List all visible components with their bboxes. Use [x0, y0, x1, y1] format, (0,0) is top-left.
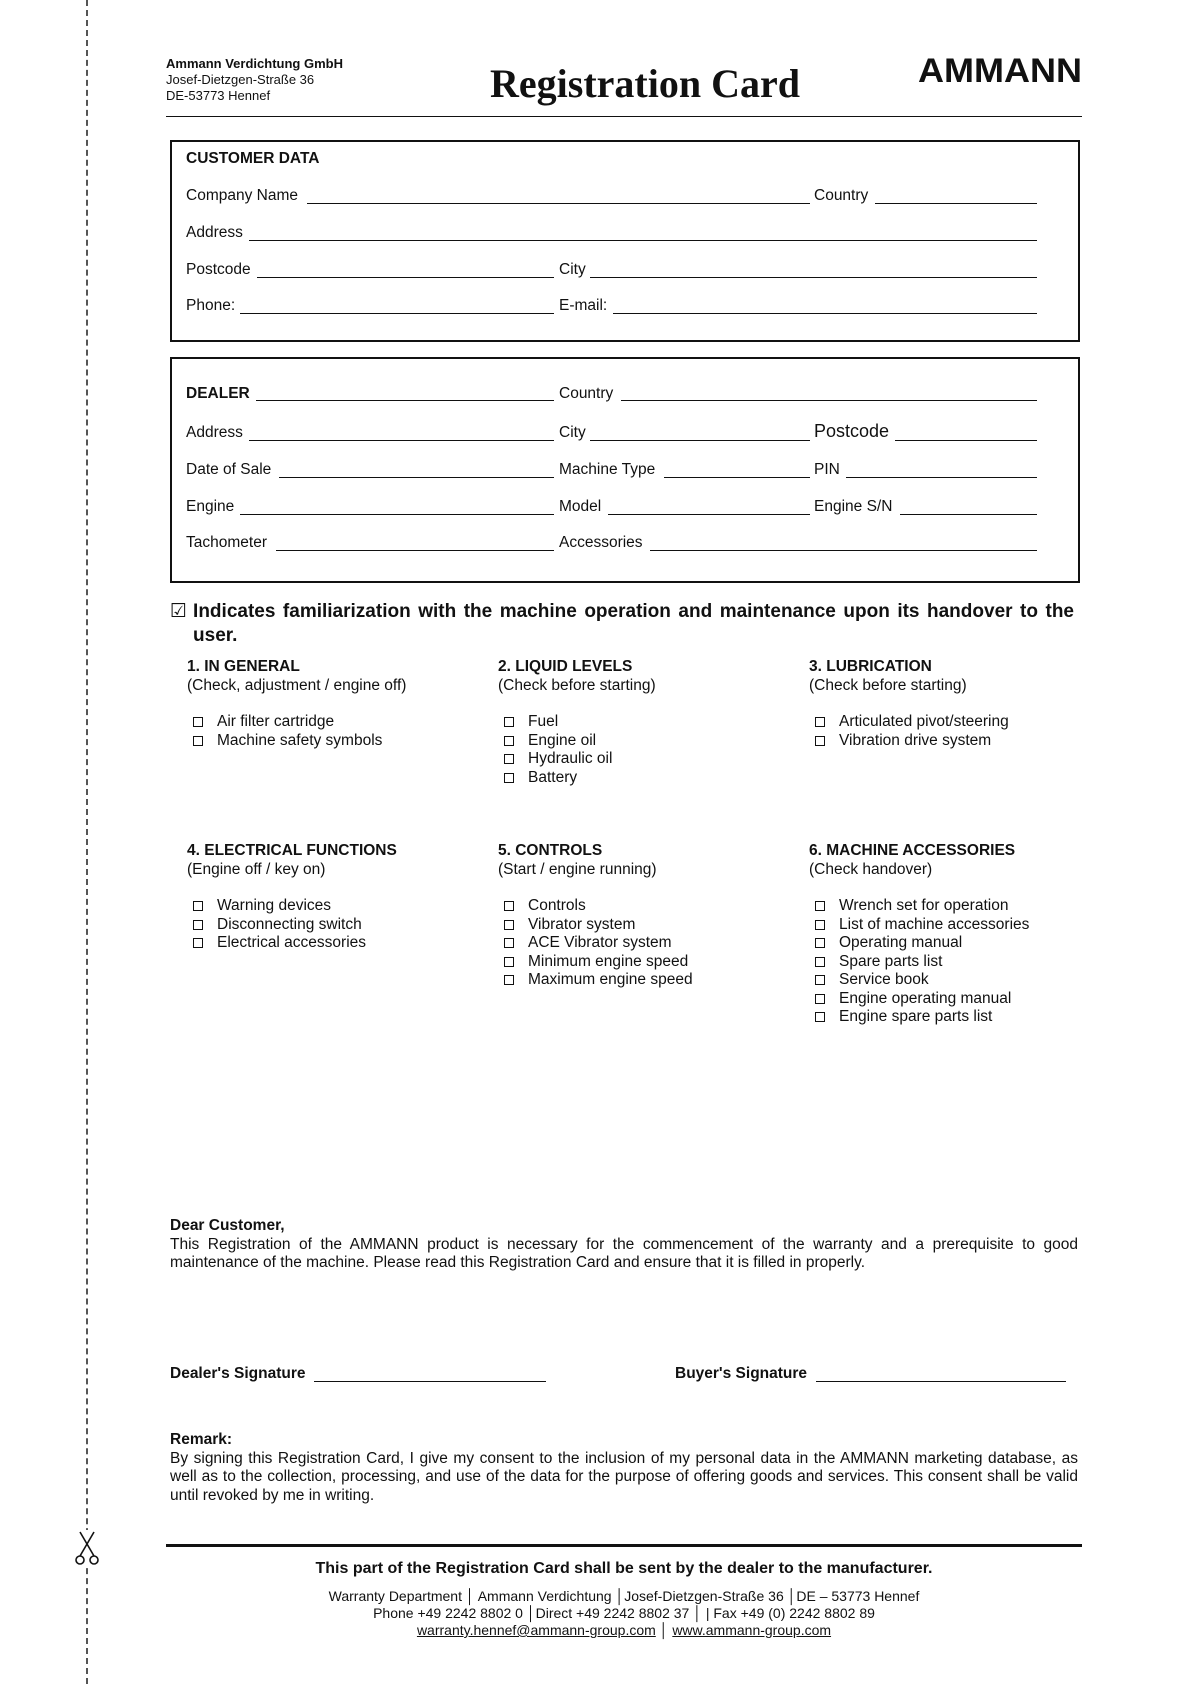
- dear-customer-greeting: Dear Customer,: [170, 1217, 285, 1234]
- page-title: Registration Card: [490, 61, 800, 106]
- customer-postcode-label: Postcode: [186, 261, 251, 278]
- company-street: Josef-Dietzgen-Straße 36: [166, 72, 315, 87]
- checkbox-icon[interactable]: [815, 717, 825, 727]
- section-subtitle: (Start / engine running): [498, 860, 657, 878]
- list-item[interactable]: Operating manual: [809, 934, 1099, 953]
- list-item[interactable]: Warning devices: [187, 897, 487, 916]
- customer-country-field[interactable]: [875, 203, 1037, 204]
- section-title: 6. MACHINE ACCESSORIES: [809, 842, 1016, 859]
- footer-links-line: [166, 1622, 1082, 1639]
- list-item[interactable]: Disconnecting switch: [187, 916, 487, 935]
- list-item[interactable]: Spare parts list: [809, 953, 1099, 972]
- checkbox-icon[interactable]: [193, 920, 203, 930]
- machine-type-field[interactable]: [664, 477, 810, 478]
- list-item[interactable]: Wrench set for operation: [809, 897, 1099, 916]
- buyer-signature-label: Buyer's Signature: [675, 1365, 808, 1382]
- list-item[interactable]: Battery: [498, 769, 798, 788]
- footer-phone-line: Phone +49 2242 8802 0 │Direct +49 2242 8802 37 │ | Fax +49 (0) 2242 8802 89: [373, 1605, 875, 1621]
- list-item[interactable]: Air filter cartridge: [187, 713, 487, 732]
- checkbox-icon[interactable]: [504, 957, 514, 967]
- list-item[interactable]: Controls: [498, 897, 798, 916]
- checkbox-icon[interactable]: [504, 975, 514, 985]
- list-item[interactable]: Electrical accessories: [187, 934, 487, 953]
- section-liquid-levels: [498, 658, 798, 787]
- checked-box-icon: ☑: [170, 601, 188, 622]
- section-electrical-functions: [187, 842, 487, 953]
- engine-field[interactable]: [240, 514, 554, 515]
- dealer-address-label: Address: [186, 424, 243, 441]
- list-item[interactable]: Service book: [809, 971, 1099, 990]
- checkbox-icon[interactable]: [815, 975, 825, 985]
- remark-body: By signing this Registration Card, I give my consent to the inclusion of my personal data in the AMMANN marketing database, as well as to the collection, processing, and use of the data for the purpose of offering goods and services. This consent shall be valid until revoked by me in writing.: [170, 1449, 1078, 1504]
- list-item[interactable]: Maximum engine speed: [498, 971, 798, 990]
- scissors-icon: [72, 1530, 102, 1566]
- dear-customer-paragraph: [170, 1217, 1078, 1273]
- dear-customer-body: This Registration of the AMMANN product is necessary for the commencement of the warranty and a prerequisite to good maintenance of the machine. Please read this Registration Card and ensure that it is filled in properly.: [170, 1235, 1078, 1271]
- checkbox-icon[interactable]: [193, 901, 203, 911]
- remark-paragraph: [170, 1431, 1078, 1505]
- checkbox-icon[interactable]: [504, 754, 514, 764]
- customer-data-box: [170, 140, 1080, 342]
- familiarization-text: Indicates familiarization with the machine operation and maintenance upon its handover to the user.: [193, 601, 1074, 646]
- customer-postcode-field[interactable]: [257, 277, 554, 278]
- customer-data-heading: CUSTOMER DATA: [186, 150, 320, 167]
- section-subtitle: (Check handover): [809, 860, 933, 878]
- checkbox-icon[interactable]: [193, 938, 203, 948]
- customer-email-field[interactable]: [613, 313, 1037, 314]
- list-item[interactable]: Vibrator system: [498, 916, 798, 935]
- checkbox-icon[interactable]: [504, 773, 514, 783]
- checkbox-icon[interactable]: [815, 1012, 825, 1022]
- tachometer-field[interactable]: [276, 550, 554, 551]
- list-item[interactable]: ACE Vibrator system: [498, 934, 798, 953]
- checkbox-icon[interactable]: [815, 920, 825, 930]
- footer-address-line: Warranty Department │ Ammann Verdichtung │Josef-Dietzgen-Straße 36 │DE – 53773 Hennef: [328, 1588, 920, 1604]
- checkbox-icon[interactable]: [504, 901, 514, 911]
- customer-phone-field[interactable]: [240, 313, 554, 314]
- tachometer-label: Tachometer: [186, 534, 267, 551]
- checkbox-icon[interactable]: [193, 736, 203, 746]
- list-item[interactable]: Articulated pivot/steering: [809, 713, 1099, 732]
- logo-text: AMMANN: [918, 52, 1082, 88]
- section-title: 1. IN GENERAL: [187, 658, 300, 675]
- dealer-heading: DEALER: [186, 385, 250, 402]
- list-item[interactable]: Machine safety symbols: [187, 732, 487, 751]
- company-name: Ammann Verdichtung GmbH: [166, 56, 343, 71]
- checkbox-icon[interactable]: [504, 717, 514, 727]
- list-item[interactable]: Hydraulic oil: [498, 750, 798, 769]
- machine-type-label: Machine Type: [559, 461, 656, 478]
- footer-contact: [166, 1588, 1082, 1639]
- checkbox-icon[interactable]: [815, 994, 825, 1004]
- dealer-postcode-field[interactable]: [895, 440, 1037, 441]
- customer-phone-label: Phone:: [186, 297, 236, 314]
- section-title: 4. ELECTRICAL FUNCTIONS: [187, 842, 397, 859]
- ammann-logo: [918, 52, 1082, 88]
- section-machine-accessories: [809, 842, 1099, 1027]
- header-rule: [166, 116, 1082, 117]
- section-controls: [498, 842, 798, 990]
- list-item[interactable]: Engine oil: [498, 732, 798, 751]
- pin-label: PIN: [814, 461, 840, 478]
- checkbox-icon[interactable]: [193, 717, 203, 727]
- buyer-signature-field[interactable]: [816, 1381, 1066, 1382]
- dealer-address-field[interactable]: [249, 440, 554, 441]
- model-field[interactable]: [608, 514, 810, 515]
- checkbox-icon[interactable]: [504, 736, 514, 746]
- dealer-country-field[interactable]: [621, 400, 1037, 401]
- list-item[interactable]: Minimum engine speed: [498, 953, 798, 972]
- engine-sn-field[interactable]: [900, 514, 1037, 515]
- accessories-label: Accessories: [559, 534, 643, 551]
- dealer-city-field[interactable]: [590, 440, 810, 441]
- customer-address-field[interactable]: [249, 240, 1037, 241]
- list-item[interactable]: Engine spare parts list: [809, 1008, 1099, 1027]
- section-in-general: [187, 658, 487, 750]
- accessories-field[interactable]: [650, 550, 1037, 551]
- list-item[interactable]: List of machine accessories: [809, 916, 1099, 935]
- footer-note: This part of the Registration Card shall be sent by the dealer to the manufacturer.: [315, 1560, 933, 1577]
- familiarization-statement: [170, 600, 1080, 648]
- dealer-signature-label: Dealer's Signature: [170, 1365, 306, 1382]
- dealer-name-field[interactable]: [256, 400, 554, 401]
- customer-address-label: Address: [186, 224, 243, 241]
- list-item[interactable]: Vibration drive system: [809, 732, 1099, 751]
- customer-country-label: Country: [814, 187, 869, 204]
- dealer-postcode-label: Postcode: [814, 421, 890, 441]
- customer-city-label: City: [559, 261, 586, 278]
- model-label: Model: [559, 498, 602, 515]
- dealer-country-label: Country: [559, 385, 614, 402]
- checkbox-icon[interactable]: [504, 920, 514, 930]
- section-title: 5. CONTROLS: [498, 842, 603, 859]
- company-name-label: Company Name: [186, 187, 298, 204]
- checkbox-icon[interactable]: [815, 957, 825, 967]
- warranty-email-link[interactable]: warranty.hennef@ammann-group.com: [416, 1622, 656, 1638]
- cut-line: [86, 0, 88, 1684]
- date-of-sale-label: Date of Sale: [186, 461, 272, 478]
- section-subtitle: (Engine off / key on): [187, 860, 326, 878]
- dealer-signature-field[interactable]: [314, 1381, 546, 1382]
- section-lubrication: [809, 658, 1099, 750]
- section-title: 2. LIQUID LEVELS: [498, 658, 633, 675]
- checkbox-icon[interactable]: [815, 901, 825, 911]
- list-item[interactable]: Engine operating manual: [809, 990, 1099, 1009]
- dealer-city-label: City: [559, 424, 586, 441]
- date-of-sale-field[interactable]: [279, 477, 554, 478]
- company-city: DE-53773 Hennef: [166, 88, 271, 103]
- checkbox-icon[interactable]: [504, 938, 514, 948]
- engine-sn-label: Engine S/N: [814, 498, 893, 515]
- remark-heading: Remark:: [170, 1431, 233, 1448]
- list-item[interactable]: Fuel: [498, 713, 798, 732]
- footer-separator: │: [655, 1622, 673, 1638]
- section-subtitle: (Check before starting): [498, 676, 656, 694]
- pin-field[interactable]: [846, 477, 1037, 478]
- checkbox-icon[interactable]: [815, 938, 825, 948]
- section-title: 3. LUBRICATION: [809, 658, 932, 675]
- engine-label: Engine: [186, 498, 235, 515]
- customer-city-field[interactable]: [590, 277, 1037, 278]
- customer-email-label: E-mail:: [559, 297, 608, 314]
- section-subtitle: (Check, adjustment / engine off): [187, 676, 407, 694]
- checkbox-icon[interactable]: [815, 736, 825, 746]
- footer-rule: [166, 1544, 1082, 1547]
- company-name-field[interactable]: [307, 203, 810, 204]
- company-address: [166, 56, 343, 104]
- website-link[interactable]: www.ammann-group.com: [672, 1622, 832, 1638]
- section-subtitle: (Check before starting): [809, 676, 967, 694]
